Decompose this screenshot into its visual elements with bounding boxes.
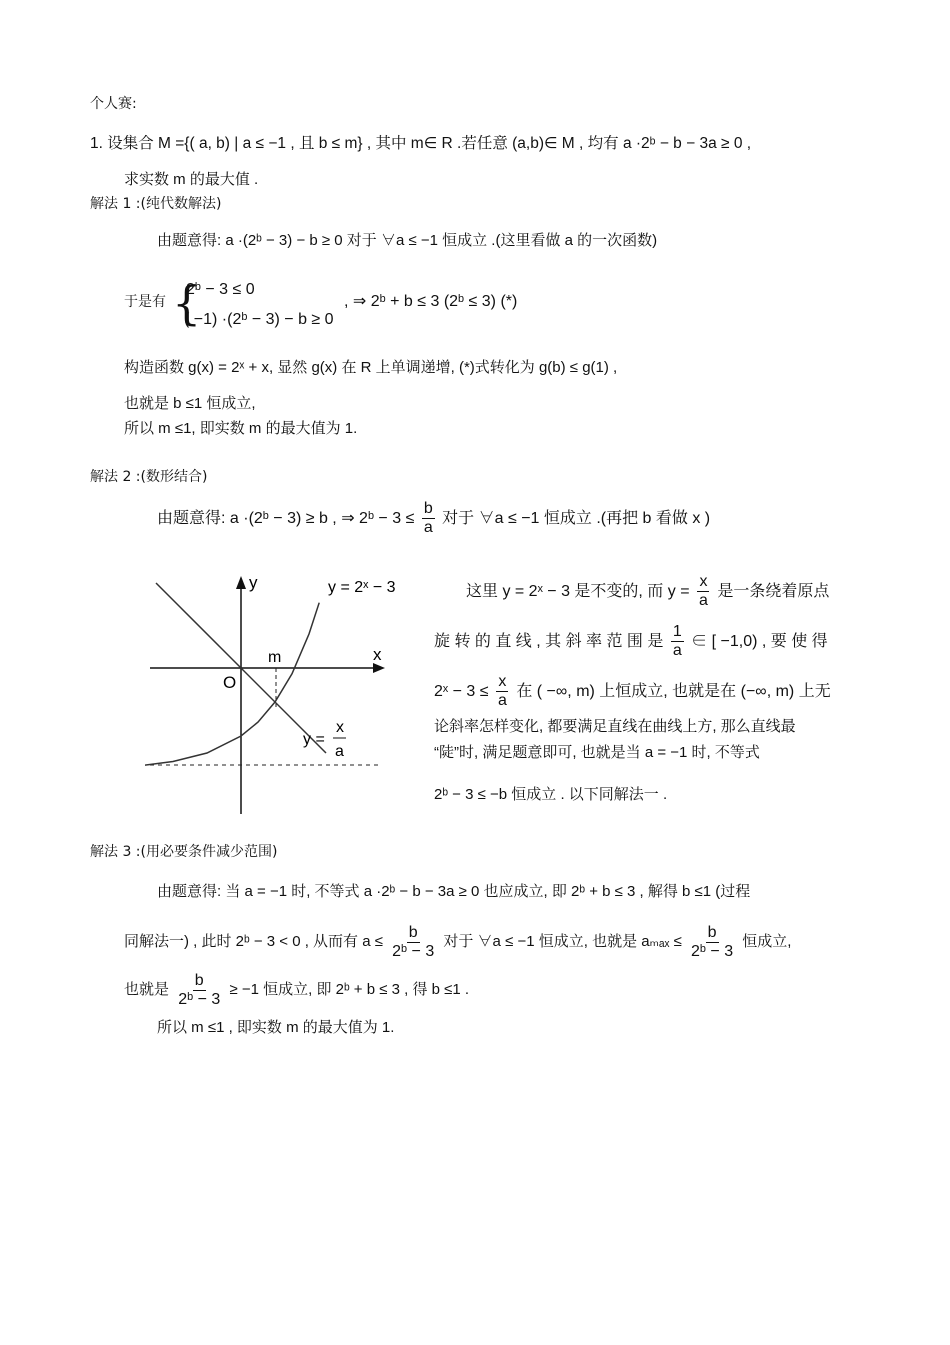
method2-line1-pre: 由题意得: a ·(2ᵇ − 3) ≥ b , ⇒ 2ᵇ − 3 ≤ bbox=[157, 510, 415, 527]
method1-line3: 构造函数 g(x) = 2ˣ + x, 显然 g(x) 在 R 上单调递增, (*)式转化为 g(b) ≤ g(1) , bbox=[124, 359, 618, 376]
function-graph bbox=[145, 552, 415, 820]
fraction-b-over-2b-3-c: $\frac{b}{\text{2ᵇ − 3}}$ bbox=[178, 971, 221, 1008]
method1-title: 解法 1 :(纯代数解法) bbox=[90, 196, 222, 212]
method2-text-line4: 论斜率怎样变化, 都要满足直线在曲线上方, 那么直线最 bbox=[434, 718, 796, 735]
x-axis-arrow bbox=[373, 663, 385, 673]
y-axis-arrow bbox=[236, 576, 246, 589]
y-axis-label: y bbox=[249, 573, 258, 592]
method1-line4: 也就是 b ≤1 恒成立, bbox=[124, 395, 256, 412]
fraction-b-over-2b-3-b: $\frac{b}{\text{2ᵇ − 3}}$ bbox=[691, 923, 734, 960]
method2-text-line5: “陡”时, 满足题意即可, 也就是当 a = −1 时, 不等式 bbox=[434, 744, 760, 761]
system-brace: { bbox=[172, 276, 202, 330]
fraction-b-over-2b-3: $\frac{b}{\text{2ᵇ − 3}}$ bbox=[392, 923, 435, 960]
system-eq-a: 2ᵇ − 3 ≤ 0 bbox=[186, 281, 255, 298]
problem-line2: 求实数 m 的最大值 . bbox=[124, 171, 259, 188]
method2-text-line1: 这里 y = 2ˣ − 3 是不变的, 而 y = $\frac{x}{a}$ 是一条绕着原点 bbox=[466, 573, 830, 610]
method2-text-line3: 2ˣ − 3 ≤ $\frac{x}{a}$ 在 ( −∞, m) 上恒成立, 也就是在 (−∞, m) 上无 bbox=[434, 673, 831, 710]
fraction-x-over-a: $\frac{x}{a}$ bbox=[699, 573, 708, 610]
method2-title: 解法 2 :(数形结合) bbox=[90, 469, 208, 485]
method3-line4: 所以 m ≤1 , 即实数 m 的最大值为 1. bbox=[157, 1019, 395, 1036]
method2-text-line2: 旋 转 的 直 线 , 其 斜 率 范 围 是 $\frac{1}{a}$ ∈ [ −1,0) , 要 使 得 bbox=[434, 623, 828, 660]
method2-line1-post: 对于 ∀a ≤ −1 恒成立 .(再把 b 看做 x ) bbox=[442, 510, 711, 527]
curve-label: y = 2ˣ − 3 bbox=[328, 579, 396, 596]
header: 个人赛: bbox=[90, 96, 137, 112]
fraction-1-over-a: $\frac{1}{a}$ bbox=[672, 623, 682, 660]
method1-line1: 由题意得: a ·(2ᵇ − 3) − b ≥ 0 对于 ∀a ≤ −1 恒成立 .(这里看做 a 的一次函数) bbox=[157, 232, 658, 249]
method2-text-line6: 2ᵇ − 3 ≤ −b 恒成立 . 以下同解法一 . bbox=[434, 786, 668, 803]
line-label-pre: y = bbox=[303, 731, 325, 748]
method3-line3: 也就是 $\frac{b}{\text{2ᵇ − 3}}$ ≥ −1 恒成立, 即 2ᵇ + b ≤ 3 , 得 b ≤1 . bbox=[124, 971, 470, 1008]
problem-line1: 1. 设集合 M ={( a, b) | a ≤ −1 , 且 b ≤ m} , 其中 m∈ R .若任意 (a,b)∈ M , 均有 a ·2ᵇ − b − 3a ≥ 0 , bbox=[90, 135, 752, 152]
system-eq-b: ( −1) ·(2ᵇ − 3) − b ≥ 0 bbox=[184, 311, 334, 328]
fraction-x-over-a-2: $\frac{x}{a}$ bbox=[497, 673, 507, 710]
method1-line5: 所以 m ≤1, 即实数 m 的最大值为 1. bbox=[124, 420, 358, 437]
method3-line1: 由题意得: 当 a = −1 时, 不等式 a ·2ᵇ − b − 3a ≥ 0 也应成立, 即 2ᵇ + b ≤ 3 , 解得 b ≤1 (过程 bbox=[157, 883, 751, 900]
x-axis-label: x bbox=[373, 645, 382, 664]
method2-line1 bbox=[157, 497, 710, 541]
method3-title: 解法 3 :(用必要条件减少范围) bbox=[90, 844, 278, 860]
m-label: m bbox=[268, 649, 282, 666]
method1-line2-suffix: , ⇒ 2ᵇ + b ≤ 3 (2ᵇ ≤ 3) (*) bbox=[344, 293, 518, 310]
method3-line2: 同解法一) , 此时 2ᵇ − 3 < 0 , 从而有 a ≤ $\frac{b}{\text{2ᵇ − 3}}$ 对于 ∀a ≤ −1 恒成立, 也就是 aₘₐₓ ≤ $\frac{b}{\text{2ᵇ − 3}}$ 恒成立, bbox=[124, 923, 792, 960]
origin-label: O bbox=[223, 673, 237, 692]
method1-line2-prefix: 于是有 bbox=[124, 294, 166, 310]
line-label-den: a bbox=[335, 743, 344, 760]
fraction-b-over-a: $\frac{b}{a}$ bbox=[423, 500, 433, 537]
line-label-num: x bbox=[336, 719, 344, 736]
